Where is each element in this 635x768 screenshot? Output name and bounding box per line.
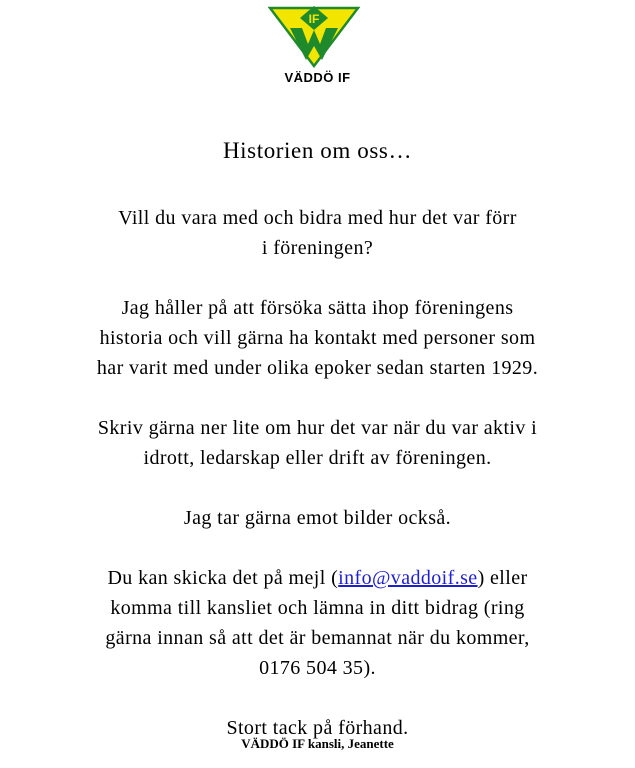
paragraph-line: idrott, ledarskap eller drift av föreningen. (143, 447, 492, 469)
paragraph-invite (40, 203, 595, 263)
article-body (40, 203, 595, 743)
page-title: Historien om oss… (222, 138, 413, 163)
paragraph-history (40, 293, 595, 383)
signature: VÄDDÖ IF kansli, Jeanette (241, 736, 394, 751)
paragraph-line: Jag tar gärna emot bilder också. (183, 507, 452, 529)
paragraph-line: 0176 504 35). (259, 657, 376, 679)
org-name: VÄDDÖ IF (284, 70, 351, 85)
paragraph-line: Vill du vara med och bidra med hur det var förr (118, 207, 517, 229)
paragraph-line: Jag håller på att försöka sätta ihop föreningens (121, 297, 514, 319)
paragraph-line: har varit med under olika epoker sedan starten 1929. (96, 357, 539, 379)
paragraph-text: ) eller (477, 567, 528, 589)
paragraph-line: historia och vill gärna ha kontakt med personer som (99, 327, 536, 349)
paragraph-contact (40, 563, 595, 683)
club-logo (268, 4, 360, 68)
email-link[interactable]: info@vaddoif.se (338, 567, 478, 589)
paragraph-text: Du kan skicka det på mejl ( (107, 567, 339, 589)
paragraph-photos (40, 503, 595, 533)
paragraph-line: komma till kansliet och lämna in ditt bidrag (ring (110, 597, 525, 619)
paragraph-line: Skriv gärna ner lite om hur det var när du var aktiv i (97, 417, 538, 439)
paragraph-line: i föreningen? (261, 237, 374, 259)
closing-text: Stort tack på förhand. (226, 717, 409, 739)
logo-text: IF (308, 12, 320, 26)
paragraph-write (40, 413, 595, 473)
paragraph-line: gärna innan så att det är bemannat när du kommer, (105, 627, 530, 649)
